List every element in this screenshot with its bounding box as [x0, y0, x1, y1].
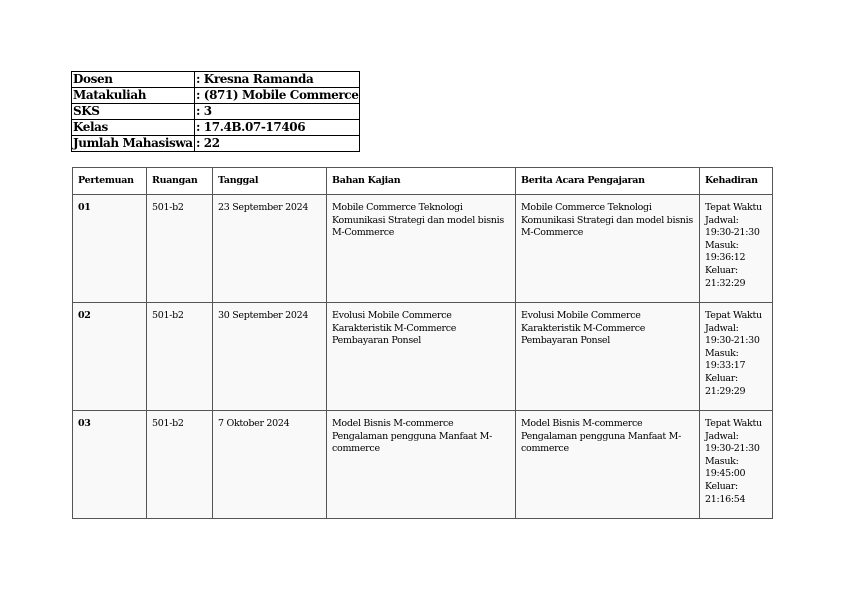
- header-bahan-kajian: Bahan Kajian: [327, 168, 516, 195]
- cell-berita-acara: Model Bisnis M-commerce Pengalaman pengguna Manfaat M-commerce: [516, 411, 700, 519]
- cell-pertemuan: 01: [73, 195, 147, 303]
- info-label: Matakuliah: [72, 88, 195, 104]
- info-label: Jumlah Mahasiswa: [73, 136, 193, 150]
- info-label: SKS: [72, 104, 195, 120]
- cell-tanggal: 30 September 2024: [213, 303, 327, 411]
- cell-pertemuan: 03: [73, 411, 147, 519]
- info-label: Dosen: [72, 72, 195, 88]
- cell-kehadiran: [700, 411, 773, 519]
- attendance-in-time: 19:45:00: [705, 468, 746, 480]
- cell-kehadiran: [700, 195, 773, 303]
- attendance-out-time: 21:32:29: [705, 277, 746, 289]
- cell-bahan-kajian: Evolusi Mobile Commerce Karakteristik M-Commerce Pembayaran Ponsel: [327, 303, 516, 411]
- attendance-in-label: Masuk:: [705, 347, 739, 359]
- attendance-schedule: 19:30-21:30: [705, 335, 760, 347]
- cell-tanggal: 23 September 2024: [213, 195, 327, 303]
- header-ruangan: Ruangan: [147, 168, 213, 195]
- attendance-schedule-label: Jadwal:: [705, 322, 739, 334]
- info-value: : 3: [195, 104, 360, 120]
- info-row-kelas: [72, 120, 360, 136]
- cell-kehadiran: [700, 303, 773, 411]
- info-row-dosen: [72, 72, 360, 88]
- course-info-table: [71, 71, 360, 152]
- cell-bahan-kajian: Model Bisnis M-commerce Pengalaman pengguna Manfaat M-commerce: [327, 411, 516, 519]
- attendance-table: [72, 167, 773, 519]
- header-pertemuan: Pertemuan: [73, 168, 147, 195]
- table-row: [73, 303, 773, 411]
- attendance-status: Tepat Waktu: [705, 202, 762, 213]
- info-row-jumlah-mahasiswa: [72, 136, 360, 152]
- attendance-out-time: 21:16:54: [705, 493, 746, 505]
- info-value: : Kresna Ramanda: [195, 72, 360, 88]
- attendance-in-label: Masuk:: [705, 455, 739, 467]
- cell-berita-acara: Mobile Commerce Teknologi Komunikasi Strategi dan model bisnis M-Commerce: [516, 195, 700, 303]
- cell-ruangan: 501-b2: [147, 303, 213, 411]
- cell-bahan-kajian: Mobile Commerce Teknologi Komunikasi Strategi dan model bisnis M-Commerce: [327, 195, 516, 303]
- info-value: : (871) Mobile Commerce: [196, 88, 359, 102]
- info-value: : 22: [195, 136, 360, 152]
- cell-tanggal: 7 Oktober 2024: [213, 411, 327, 519]
- attendance-out-label: Keluar:: [705, 372, 738, 384]
- header-kehadiran: Kehadiran: [700, 168, 773, 195]
- cell-pertemuan: 02: [73, 303, 147, 411]
- attendance-in-time: 19:33:17: [705, 360, 746, 372]
- cell-berita-acara: Evolusi Mobile Commerce Karakteristik M-Commerce Pembayaran Ponsel: [516, 303, 700, 411]
- attendance-schedule: 19:30-21:30: [705, 443, 760, 455]
- info-row-sks: [72, 104, 360, 120]
- info-label: Kelas: [72, 120, 195, 136]
- cell-ruangan: 501-b2: [147, 411, 213, 519]
- header-berita-acara: Berita Acara Pengajaran: [516, 168, 700, 195]
- attendance-out-label: Keluar:: [705, 480, 738, 492]
- attendance-out-label: Keluar:: [705, 264, 738, 276]
- attendance-schedule: 19:30-21:30: [705, 227, 760, 239]
- cell-ruangan: 501-b2: [147, 195, 213, 303]
- attendance-schedule-label: Jadwal:: [705, 430, 739, 442]
- attendance-status: Tepat Waktu: [705, 418, 762, 429]
- info-value: : 17.4B.07-17406: [195, 120, 360, 136]
- attendance-out-time: 21:29:29: [705, 385, 746, 397]
- attendance-in-time: 19:36:12: [705, 252, 746, 264]
- table-header-row: [73, 168, 773, 195]
- header-tanggal: Tanggal: [213, 168, 327, 195]
- attendance-status: Tepat Waktu: [705, 310, 762, 321]
- attendance-in-label: Masuk:: [705, 239, 739, 251]
- table-row: [73, 411, 773, 519]
- info-row-matakuliah: [72, 88, 360, 104]
- table-row: [73, 195, 773, 303]
- attendance-schedule-label: Jadwal:: [705, 214, 739, 226]
